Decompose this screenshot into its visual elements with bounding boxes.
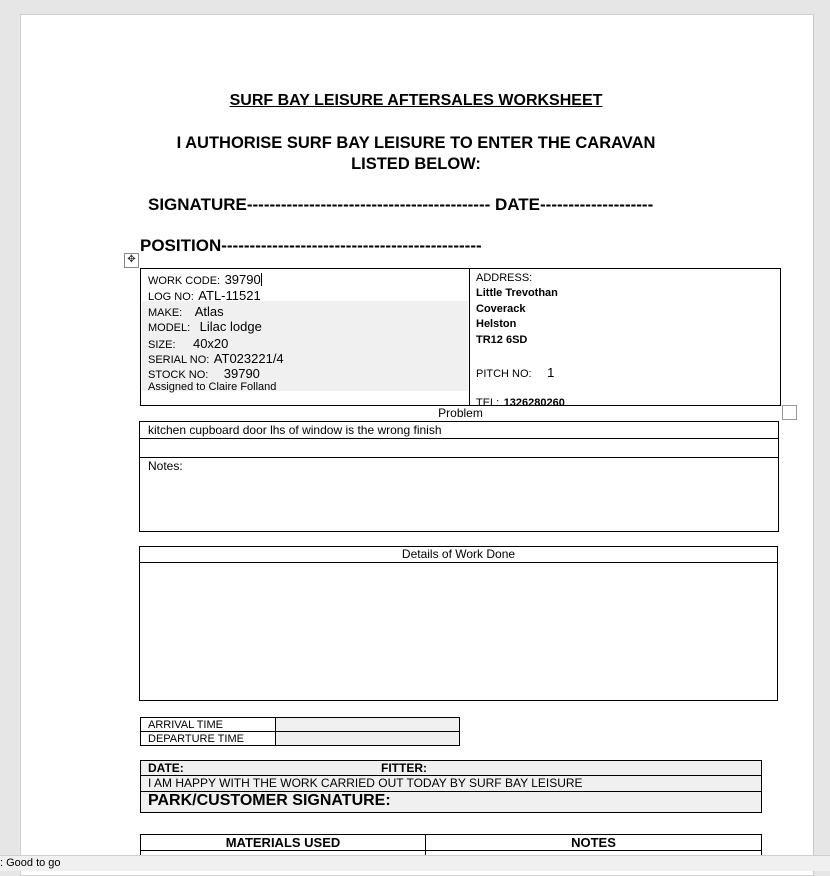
arrival-time-label: ARRIVAL TIME bbox=[148, 719, 223, 731]
work-done-box[interactable] bbox=[139, 546, 778, 701]
customer-signature-label: PARK/CUSTOMER SIGNATURE: bbox=[148, 792, 391, 809]
table-move-handle-icon[interactable]: ✥ bbox=[124, 253, 139, 268]
model-row: MODEL: Lilac lodge bbox=[148, 319, 262, 334]
checkbox-icon[interactable] bbox=[782, 405, 797, 420]
times-table bbox=[140, 717, 460, 746]
signoff-table bbox=[140, 760, 762, 813]
size-value[interactable]: 40x20 bbox=[192, 336, 229, 351]
address-line-1: Little Trevothan bbox=[476, 287, 558, 299]
status-text: : Good to go bbox=[0, 857, 61, 869]
make-value[interactable]: Atlas bbox=[194, 304, 224, 319]
work-code-row: WORK CODE: 39790 bbox=[148, 272, 261, 287]
authorise-line-1: I AUTHORISE SURF BAY LEISURE TO ENTER THE CARAVAN bbox=[176, 134, 656, 152]
address-line-4: TR12 6SD bbox=[476, 334, 528, 346]
document-title: SURF BAY LEISURE AFTERSALES WORKSHEET bbox=[229, 92, 603, 109]
signature-date-line: SIGNATURE------------------------------------------- DATE-------------------- bbox=[148, 195, 654, 214]
serial-row: SERIAL NO: AT023221/4 bbox=[148, 351, 284, 366]
arrival-time-field[interactable] bbox=[276, 718, 459, 731]
tel-value[interactable]: 1326280260 bbox=[503, 397, 565, 409]
job-details-table bbox=[140, 268, 781, 409]
authorise-statement bbox=[21, 133, 811, 175]
address-label: ADDRESS: bbox=[476, 272, 533, 284]
problem-header: Problem bbox=[438, 406, 483, 420]
date-label: DATE: bbox=[148, 761, 184, 775]
problem-box bbox=[139, 421, 779, 532]
work-done-header: Details of Work Done bbox=[401, 547, 516, 561]
serial-value[interactable]: AT023221/4 bbox=[213, 351, 284, 366]
authorise-line-2: LISTED BELOW: bbox=[351, 155, 481, 173]
fitter-label: FITTER: bbox=[381, 761, 427, 775]
materials-used-header: MATERIALS USED bbox=[225, 835, 341, 850]
stock-row: STOCK NO: 39790 bbox=[148, 366, 260, 381]
assigned-to: Assigned to Claire Folland bbox=[148, 381, 277, 393]
text-cursor bbox=[261, 273, 262, 286]
status-bar bbox=[0, 855, 830, 871]
address-line-3: Helston bbox=[476, 318, 517, 330]
departure-time-field[interactable] bbox=[276, 732, 459, 745]
happy-statement: I AM HAPPY WITH THE WORK CARRIED OUT TODAY BY SURF BAY LEISURE bbox=[148, 776, 583, 790]
departure-time-label: DEPARTURE TIME bbox=[148, 733, 244, 745]
tel-row: TEL: 1326280260 bbox=[476, 397, 565, 409]
pitch-row: PITCH NO: 1 bbox=[476, 365, 555, 380]
size-row: SIZE: 40x20 bbox=[148, 336, 229, 351]
address-line-2: Coverack bbox=[476, 303, 526, 315]
notes-label: Notes: bbox=[148, 459, 183, 473]
notes-header: NOTES bbox=[571, 835, 616, 850]
stock-value[interactable]: 39790 bbox=[223, 366, 260, 381]
pitch-value[interactable]: 1 bbox=[547, 365, 555, 380]
problem-text[interactable]: kitchen cupboard door lhs of window is the wrong finish bbox=[148, 423, 442, 437]
position-line: POSITION---------------------------------------------- bbox=[140, 236, 482, 255]
make-row: MAKE: Atlas bbox=[148, 304, 224, 319]
log-no-row: LOG NO: ATL-11521 bbox=[148, 288, 261, 303]
work-code-value[interactable]: 39790 bbox=[224, 272, 261, 287]
log-no-value[interactable]: ATL-11521 bbox=[198, 288, 261, 303]
document-page bbox=[20, 14, 814, 876]
model-value[interactable]: Lilac lodge bbox=[199, 319, 262, 334]
